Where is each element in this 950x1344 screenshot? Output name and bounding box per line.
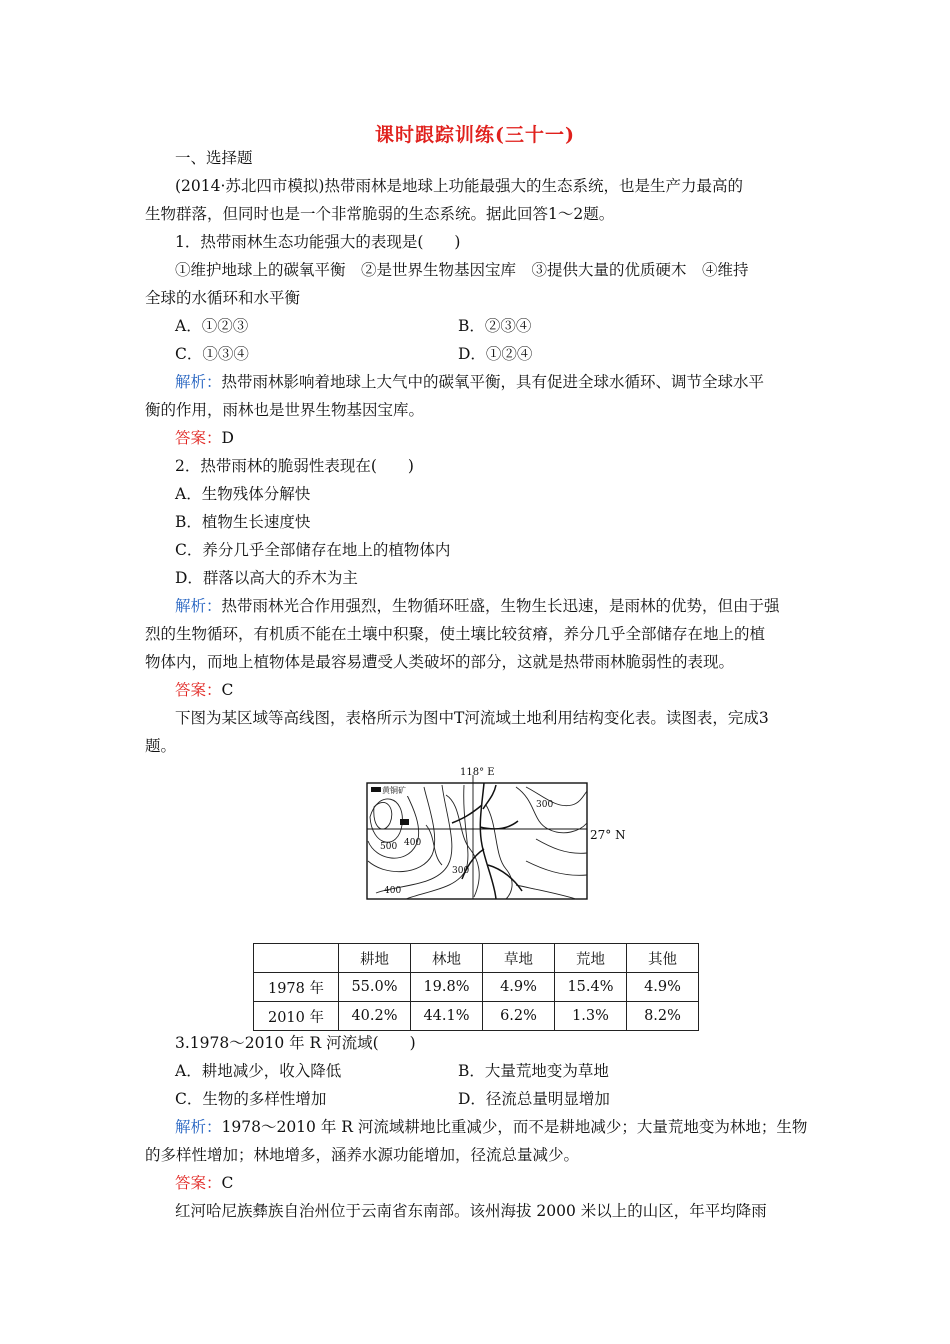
table-row xyxy=(254,1002,699,1031)
table-header-row xyxy=(254,944,699,973)
q3-option-b: B．大量荒地变为草地 xyxy=(458,1062,609,1080)
q2-analysis-line-1: 解析：热带雨林光合作用强烈，生物循环旺盛，生物生长迅速，是雨林的优势，但由于强 xyxy=(175,597,780,615)
contour-label: 300 xyxy=(452,866,470,876)
table-cell: 8.2% xyxy=(627,1002,699,1031)
q1-answer: 答案：D xyxy=(175,429,234,447)
table-header-cell: 草地 xyxy=(483,944,555,973)
answer-label: 答案： xyxy=(175,681,222,699)
section-heading: 一、选择题 xyxy=(175,149,253,167)
q3-option-d: D．径流总量明显增加 xyxy=(458,1090,610,1108)
contour-map xyxy=(366,765,588,900)
q3-analysis-line-2: 的多样性增加；林地增多，涵养水源功能增加，径流总量减少。 xyxy=(145,1146,580,1164)
table-header-cell: 耕地 xyxy=(339,944,411,973)
contour-label: 400 xyxy=(384,886,402,896)
intro-line-1: (2014·苏北四市模拟)热带雨林是地球上功能最强大的生态系统，也是生产力最高的 xyxy=(175,177,743,195)
analysis-label: 解析： xyxy=(175,597,222,615)
contour-label: 300 xyxy=(536,800,554,810)
q2-answer: 答案：C xyxy=(175,681,234,699)
q1-items-line-1: ①维护地球上的碳氧平衡 ②是世界生物基因宝库 ③提供大量的优质硬木 ④维持 xyxy=(175,261,749,279)
table-header-cell: 其他 xyxy=(627,944,699,973)
q1-items-line-2: 全球的水循环和水平衡 xyxy=(145,289,301,307)
table-cell: 2010 年 xyxy=(254,1002,339,1031)
legend-label: 黄铜矿 xyxy=(382,786,406,795)
table-cell: 6.2% xyxy=(483,1002,555,1031)
page-title: 课时跟踪训练(三十一) xyxy=(375,124,575,146)
q3-intro-line-2: 题。 xyxy=(145,737,177,755)
table-cell: 40.2% xyxy=(339,1002,411,1031)
table-cell: 55.0% xyxy=(339,973,411,1002)
q2-option-a: A．生物残体分解快 xyxy=(175,485,311,503)
analysis-label: 解析： xyxy=(175,1118,222,1136)
table-cell: 4.9% xyxy=(483,973,555,1002)
q2-analysis-line-2: 烈的生物循环，有机质不能在土壤中积聚，使土壤比较贫瘠，养分几乎全部储存在地上的植 xyxy=(145,625,766,643)
table-row xyxy=(254,973,699,1002)
q1-option-d: D．①②④ xyxy=(458,345,533,363)
intro-line-2: 生物群落，但同时也是一个非常脆弱的生态系统。据此回答1～2题。 xyxy=(145,205,615,223)
q1-option-a: A．①②③ xyxy=(175,317,249,335)
table-cell: 4.9% xyxy=(627,973,699,1002)
contour-label: 500 xyxy=(380,842,398,852)
next-passage-line: 红河哈尼族彝族自治州位于云南省东南部。该州海拔 2000 米以上的山区，年平均降雨 xyxy=(175,1202,767,1220)
q3-option-a: A．耕地减少，收入降低 xyxy=(175,1062,342,1080)
q1-option-c: C．①③④ xyxy=(175,345,249,363)
land-use-table xyxy=(253,943,699,1031)
answer-label: 答案： xyxy=(175,429,222,447)
table-cell: 1978 年 xyxy=(254,973,339,1002)
table-cell: 1.3% xyxy=(555,1002,627,1031)
q2-option-c: C．养分几乎全部储存在地上的植物体内 xyxy=(175,541,451,559)
table-cell xyxy=(254,944,339,973)
q3-option-c: C．生物的多样性增加 xyxy=(175,1090,327,1108)
q2-option-d: D．群落以高大的乔木为主 xyxy=(175,569,358,587)
table-cell: 15.4% xyxy=(555,973,627,1002)
q1-stem: 1．热带雨林生态功能强大的表现是( ) xyxy=(175,233,461,251)
q3-stem: 3.1978～2010 年 R 河流域( ) xyxy=(175,1034,416,1052)
q1-analysis-line-1: 解析：热带雨林影响着地球上大气中的碳氧平衡，具有促进全球水循环、调节全球水平 xyxy=(175,373,765,391)
q3-answer: 答案：C xyxy=(175,1174,234,1192)
longitude-label: 118° E xyxy=(460,767,495,778)
contour-label: 400 xyxy=(404,838,422,848)
table-header-cell: 林地 xyxy=(411,944,483,973)
copper-mine-marker xyxy=(400,819,409,825)
q2-option-b: B．植物生长速度快 xyxy=(175,513,311,531)
q2-stem: 2．热带雨林的脆弱性表现在( ) xyxy=(175,457,414,475)
q3-analysis-line-1: 解析：1978～2010 年 R 河流域耕地比重减少，而不是耕地减少；大量荒地变为林地；生物 xyxy=(175,1118,808,1136)
q1-option-b: B．②③④ xyxy=(458,317,532,335)
q3-intro-line-1: 下图为某区域等高线图，表格所示为图中T河流域土地利用结构变化表。读图表，完成3 xyxy=(175,709,769,727)
latitude-label-text: 27° N xyxy=(590,828,626,842)
q2-analysis-line-3: 物体内，而地上植物体是最容易遭受人类破坏的部分，这就是热带雨林脆弱性的表现。 xyxy=(145,653,735,671)
table-cell: 44.1% xyxy=(411,1002,483,1031)
table-cell: 19.8% xyxy=(411,973,483,1002)
q1-analysis-line-2: 衡的作用，雨林也是世界生物基因宝库。 xyxy=(145,401,425,419)
answer-label: 答案： xyxy=(175,1174,222,1192)
analysis-label: 解析： xyxy=(175,373,222,391)
table-header-cell: 荒地 xyxy=(555,944,627,973)
